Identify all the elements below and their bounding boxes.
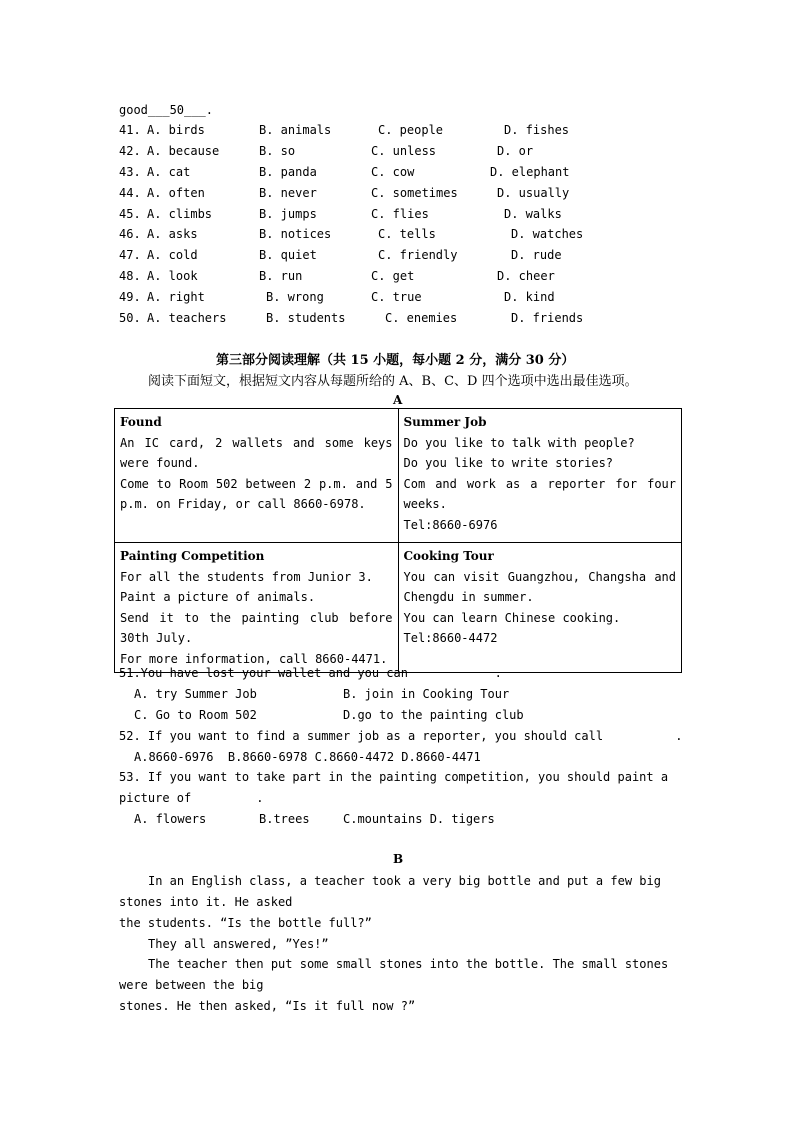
option-b: B. panda [259,165,317,179]
option-d: D. elephant [490,165,570,179]
question-53-option-a: A. flowers [134,812,207,826]
notice-line: Come to Room 502 between 2 p.m. and 5 p.m. on Friday, or call 8660-6978. [120,476,393,512]
question-51-option-a: A. try Summer Job [134,687,257,701]
option-d: D. cheer [497,269,555,283]
notice-line: Tel:8660-6976 [403,517,498,532]
passage-b-line: stones into it. He asked [119,895,293,909]
notice-line: An IC card, 2 wallets and some keys were found. [120,435,393,471]
option-c: C. flies [371,207,429,221]
notice-board-table [114,408,682,673]
option-c: C. friendly [378,248,458,262]
passage-b-line: The teacher then put some small stones into the bottle. The small stones [148,957,669,971]
option-a: A. teachers [147,311,227,325]
question-52-options: A.8660-6976 B.8660-6978 C.8660-4472 D.8660-4471 [134,750,481,764]
option-c: C. enemies [385,311,458,325]
passage-b-line: stones. He then asked, “Is it full now ?” [119,999,416,1013]
option-d: D. or [497,144,534,158]
option-d: D. rude [511,248,562,262]
option-d: D. fishes [504,123,570,137]
question-number: 42. [119,144,141,158]
option-c: C. true [371,290,422,304]
option-b: B. jumps [259,207,317,221]
notice-line: Do you like to talk with people? [403,435,635,450]
option-b: B. students [266,311,346,325]
option-c: C. unless [371,144,437,158]
option-a: A. right [147,290,205,304]
question-number: 50. [119,311,141,325]
notice-painting-competition [115,543,399,673]
notice-line: For more information, call 8660-4471. [120,651,388,666]
option-a: A. cold [147,248,198,262]
option-b: B. animals [259,123,332,137]
option-a: A. asks [147,227,198,241]
option-a: A. cat [147,165,191,179]
option-a: A. because [147,144,220,158]
notice-cooking-tour [398,543,682,673]
question-53-stem: 53. If you want to take part in the painting competition, you should paint a [119,770,669,784]
question-number: 44. [119,186,141,200]
option-b: B. never [259,186,317,200]
option-b: B. run [259,269,303,283]
passage-b-line: the students. “Is the bottle full?” [119,916,372,930]
option-a: A. look [147,269,198,283]
notice-line: You can visit Guangzhou, Changsha and Chengdu in summer. [403,569,676,605]
section-title: 第三部分阅读理解（共 15 小题，每小题 2 分，满分 30 分） [216,353,575,368]
option-c: C. people [378,123,444,137]
option-d: D. watches [511,227,584,241]
question-number: 48. [119,269,141,283]
question-53-stem-continued: picture of . [119,791,264,805]
notice-line: Do you like to write stories? [403,456,614,471]
option-c: C. sometimes [371,186,458,200]
question-52-stem: 52. If you want to find a summer job as a reporter, you should call . [119,729,683,743]
option-a: A. birds [147,123,205,137]
option-c: C. get [371,269,415,283]
question-53-options-cd: C.mountains D. tigers [343,812,495,826]
notice-line: Tel:8660-4472 [403,631,498,646]
question-51-option-d: D.go to the painting club [343,708,524,722]
notice-found [115,409,399,543]
question-number: 43. [119,165,141,179]
question-number: 46. [119,227,141,241]
passage-b-label: B [393,852,404,866]
option-d: D. friends [511,311,584,325]
question-51-option-c: C. Go to Room 502 [134,708,257,722]
question-53-option-b: B.trees [259,812,310,826]
section-instruction: 阅读下面短文，根据短文内容从每题所给的 A、B、C、D 四个选项中选出最佳选项。 [148,374,638,389]
passage-b-line: were between the big [119,978,264,992]
notice-title: Found [120,415,162,429]
notice-title: Painting Competition [120,549,265,563]
option-b: B. wrong [266,290,324,304]
notice-title: Cooking Tour [403,549,494,563]
passage-b-line: They all answered, ”Yes!” [148,937,329,951]
option-a: A. often [147,186,205,200]
notice-line: Com and work as a reporter for four weeks. [403,476,676,512]
notice-line: For all the students from Junior 3. [120,569,373,584]
cloze-passage-end: good___50___. [119,103,213,117]
option-c: C. tells [378,227,436,241]
notice-line: Send it to the painting club before 30th July. [120,610,393,646]
option-b: B. notices [259,227,332,241]
option-c: C. cow [371,165,415,179]
notice-line: You can learn Chinese cooking. [403,610,621,625]
question-number: 45. [119,207,141,221]
question-51-option-b: B. join in Cooking Tour [343,687,510,701]
option-d: D. usually [497,186,570,200]
option-d: D. kind [504,290,555,304]
question-51-stem: 51.You have lost your wallet and you can . [119,666,502,680]
question-number: 49. [119,290,141,304]
passage-b-line: In an English class, a teacher took a very big bottle and put a few big [148,874,661,888]
option-b: B. so [259,144,296,158]
notice-title: Summer Job [403,415,487,429]
option-a: A. climbs [147,207,213,221]
question-number: 47. [119,248,141,262]
notice-line: Paint a picture of animals. [120,590,316,605]
passage-a-label: A [393,393,403,407]
option-d: D. walks [504,207,562,221]
option-b: B. quiet [259,248,317,262]
question-number: 41. [119,123,141,137]
notice-summer-job [398,409,682,543]
